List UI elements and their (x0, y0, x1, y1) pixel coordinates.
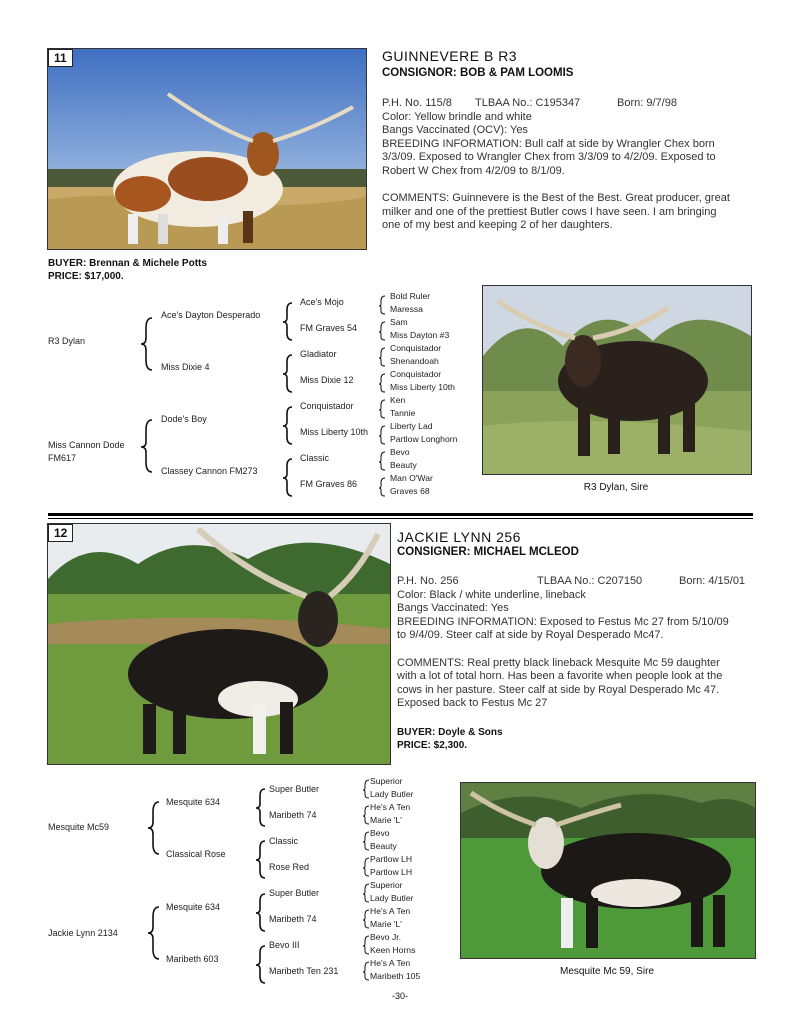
comments-line: Exposed back to Festus Mc 27 (397, 697, 548, 710)
pedigree-g4: Partlow Longhorn (390, 434, 458, 444)
pedigree-g2: Miss Dixie 4 (161, 362, 210, 372)
pedigree-g2: Classey Cannon FM273 (161, 466, 258, 476)
price-line: PRICE: $2,300. (397, 740, 468, 751)
pedigree-g4: Conquistador (390, 343, 442, 353)
comments-line: COMMENTS: Guinnevere is the Best of the Best. Great producer, great (382, 192, 730, 205)
color-line: Color: Yellow brindle and white (382, 110, 532, 123)
breeding-line: Robert W Chex from 4/2/09 to 8/1/09. (382, 164, 565, 177)
breeding-line: BREEDING INFORMATION: Bull calf at side by Wrangler Chex born (382, 137, 715, 150)
pedigree-g4: Lady Butler (370, 893, 414, 903)
pedigree-g4: Tannie (390, 408, 416, 418)
pedigree-g2: Ace's Dayton Desperado (161, 310, 261, 320)
pedigree-g3: Bevo III (269, 940, 300, 950)
breeding-line: BREEDING INFORMATION: Exposed to Festus Mc 27 from 5/10/09 (397, 615, 729, 628)
comments-line: with a lot of total horn. Has been a favorite when people look at the (397, 670, 723, 683)
pedigree-g4: Beauty (390, 460, 417, 470)
pedigree-g2: Dode's Boy (161, 414, 207, 424)
breeding-line: 3/3/09. Exposed to Wrangler Chex from 3/3/09 to 4/2/09. Exposed to (382, 151, 716, 164)
pedigree-g4: Beauty (370, 841, 397, 851)
pedigree-g4: He's A Ten (370, 906, 411, 916)
pedigree-g4: Maribeth 105 (370, 971, 421, 981)
comments-line: cows in her pasture. Steer calf at side by Royal Desperado Mc 47. (397, 683, 720, 696)
pedigree-g4: Man O'War (390, 473, 433, 483)
tlbaa-number: TLBAA No.: C207150 (537, 575, 643, 587)
pedigree-g2: Mesquite 634 (166, 902, 221, 912)
lot-12-consignor: CONSIGNER: MICHAEL MCLEOD (397, 546, 579, 558)
pedigree-g4: Lady Butler (370, 789, 414, 799)
buyer-line: BUYER: Doyle & Sons (397, 727, 503, 738)
comments-line: one of my best and keeping 2 of her daughters. (382, 219, 613, 232)
pedigree-g3: Conquistador (300, 401, 354, 411)
pedigree-g4: Ken (390, 395, 406, 405)
pedigree-g1: FM617 (48, 453, 77, 463)
bangs-line: Bangs Vaccinated (OCV): Yes (382, 124, 528, 137)
pedigree-g3: Ace's Mojo (300, 297, 344, 307)
lot-number-badge: 11 (48, 49, 73, 67)
pedigree-g4-column (370, 776, 420, 984)
pedigree-g4: Shenandoah (390, 356, 439, 366)
comments-line: milker and one of the prettiest Butler cows I have seen. I am bringing (382, 205, 717, 218)
pedigree-g3: Maribeth Ten 231 (269, 966, 339, 976)
pedigree-g3: Miss Dixie 12 (300, 375, 354, 385)
pedigree-g3: Maribeth 74 (269, 810, 317, 820)
lot-11-sire-photo (482, 285, 752, 475)
ph-number: P.H. No. 115/8 (382, 97, 452, 109)
price-line: PRICE: $17,000. (48, 271, 124, 282)
pedigree-g4: Miss Liberty 10th (390, 382, 455, 392)
pedigree-g4: Superior (370, 776, 403, 786)
pedigree-g3: Classic (269, 836, 299, 846)
pedigree-g4: Miss Dayton #3 (390, 330, 450, 340)
pedigree-g2: Classical Rose (166, 849, 226, 859)
lot-number-badge: 12 (48, 524, 73, 542)
color-line: Color: Black / white underline, lineback (397, 588, 586, 601)
pedigree-g1: Mesquite Mc59 (48, 822, 110, 832)
pedigree-g3: Super Butler (269, 784, 320, 794)
lot-11-sire-caption: R3 Dylan, Sire (583, 482, 649, 493)
lot-11-consignor: CONSIGNOR: BOB & PAM LOOMIS (382, 67, 574, 79)
tlbaa-number: TLBAA No.: C195347 (475, 97, 581, 109)
breeding-line: to 9/4/09. Steer calf at side by Royal Desperado Mc47. (397, 629, 664, 642)
pedigree-g4: Keen Horns (370, 945, 416, 955)
pedigree-g3: Maribeth 74 (269, 914, 317, 924)
pedigree-g3: FM Graves 86 (300, 479, 358, 489)
lot-12-title: JACKIE LYNN 256 (397, 529, 521, 545)
lot-12-sire-photo (460, 782, 756, 959)
pedigree-g4: Bevo (370, 828, 390, 838)
pedigree-g4: He's A Ten (370, 802, 411, 812)
pedigree-g3: FM Graves 54 (300, 323, 358, 333)
pedigree-g2: Maribeth 603 (166, 954, 219, 964)
pedigree-g3: Classic (300, 453, 330, 463)
lot-12-sire-caption: Mesquite Mc 59, Sire (560, 966, 654, 977)
pedigree-g4: Bevo Jr. (370, 932, 402, 942)
pedigree-g4: Partlow LH (370, 867, 413, 877)
pedigree-g1: R3 Dylan (48, 336, 86, 346)
pedigree-g4: Bevo (390, 447, 410, 457)
pedigree-g4: Superior (370, 880, 403, 890)
pedigree-g1: Jackie Lynn 2134 (48, 928, 118, 938)
ph-number: P.H. No. 256 (397, 575, 459, 587)
pedigree-g4: Bold Ruler (390, 291, 431, 301)
pedigree-g4: Marie 'L' (370, 815, 402, 825)
pedigree-g4: Sam (390, 317, 408, 327)
pedigree-g4: Maressa (390, 304, 423, 314)
pedigree-g3: Gladiator (300, 349, 337, 359)
page-number: -30- (391, 991, 408, 1001)
pedigree-g4: He's A Ten (370, 958, 411, 968)
pedigree-g3: Super Butler (269, 888, 320, 898)
pedigree-g3: Miss Liberty 10th (300, 427, 369, 437)
lot-11-title: GUINNEVERE B R3 (382, 48, 518, 64)
comments-line: COMMENTS: Real pretty black lineback Mesquite Mc 59 daughter (397, 656, 720, 669)
pedigree-g4: Marie 'L' (370, 919, 402, 929)
pedigree-g4: Graves 68 (390, 486, 430, 496)
buyer-line: BUYER: Brennan & Michele Potts (48, 258, 207, 269)
pedigree-g4: Conquistador (390, 369, 442, 379)
pedigree-g1: Miss Cannon Dode (48, 440, 125, 450)
pedigree-g4: Partlow LH (370, 854, 413, 864)
pedigree-g3: Rose Red (269, 862, 310, 872)
pedigree-g2: Mesquite 634 (166, 797, 221, 807)
born-date: Born: 9/7/98 (617, 97, 677, 109)
pedigree-g4: Liberty Lad (390, 421, 433, 431)
bangs-line: Bangs Vaccinated: Yes (397, 602, 509, 615)
born-date: Born: 4/15/01 (679, 575, 746, 587)
